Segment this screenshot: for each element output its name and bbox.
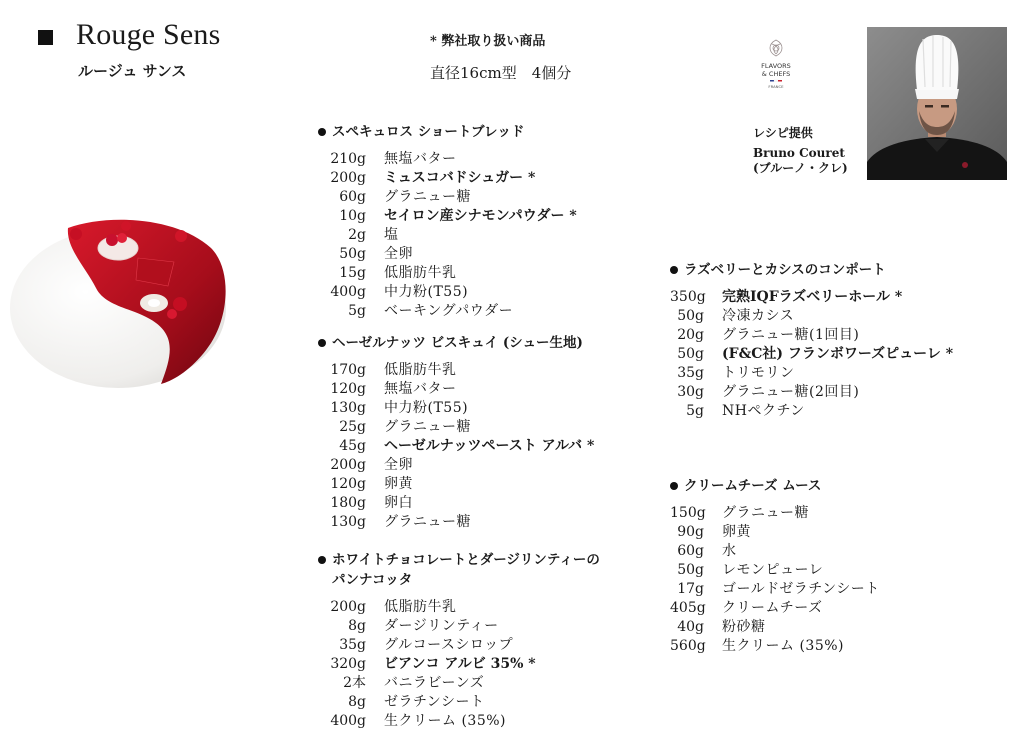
ingredient-qty: 35g: [677, 365, 704, 381]
credit-heading: レシピ提供: [753, 126, 813, 140]
ingredient-row: [318, 456, 594, 475]
ingredient-name: 中力粉(T55): [384, 284, 469, 300]
section-title: ヘーゼルナッツ ビスキュイ (シュー生地): [318, 333, 594, 353]
ingredient-name: 低脂肪牛乳: [384, 599, 457, 615]
ingredient-row: [318, 302, 577, 321]
ingredient-row: [318, 712, 600, 731]
ingredient-row: [670, 542, 880, 561]
ingredient-list: [318, 150, 577, 321]
ingredient-name: グラニュー糖: [384, 189, 471, 205]
ingredient-qty: 200g: [330, 457, 366, 473]
ingredient-row: [318, 494, 594, 513]
ingredient-row: [318, 226, 577, 245]
ingredient-name: クリームチーズ: [722, 600, 823, 616]
ingredient-qty: 2本: [343, 675, 366, 691]
ingredient-name: ダージリンティー: [384, 618, 499, 634]
ingredient-row: [318, 399, 594, 418]
bullet-icon: [318, 339, 326, 347]
ingredient-row: [670, 504, 880, 523]
ingredient-name: グラニュー糖: [384, 514, 471, 530]
ingredient-name: 完熟IQFラズベリーホール *: [722, 289, 903, 305]
ingredient-name: (F&C社) フランボワーズピューレ *: [722, 346, 954, 362]
svg-text:FRANCE: FRANCE: [768, 84, 784, 89]
ingredient-row: [318, 169, 577, 188]
ingredient-qty: 25g: [339, 419, 366, 435]
ingredient-qty: 20g: [677, 327, 704, 343]
ingredient-name: グラニュー糖(2回目): [722, 384, 860, 400]
section-title: ラズベリーとカシスのコンポート: [670, 260, 953, 280]
ingredient-qty: 120g: [330, 381, 366, 397]
ingredient-qty: 60g: [339, 189, 366, 205]
ingredient-name: 卵黄: [384, 476, 413, 492]
ingredient-row: [318, 245, 577, 264]
ingredient-name: 生クリーム (35%): [384, 713, 506, 729]
ingredient-qty: 120g: [330, 476, 366, 492]
ingredient-name: グラニュー糖(1回目): [722, 327, 860, 343]
ingredient-qty: 15g: [339, 265, 366, 281]
ingredient-qty: 405g: [670, 600, 706, 616]
ingredient-row: [318, 674, 600, 693]
ingredient-row: [670, 364, 953, 383]
svg-text:FLAVORS: FLAVORS: [761, 62, 791, 70]
bullet-icon: [670, 482, 678, 490]
ingredient-qty: 210g: [330, 151, 366, 167]
ingredient-row: [670, 307, 953, 326]
ingredient-row: [318, 475, 594, 494]
ingredient-qty: 30g: [677, 384, 704, 400]
ingredient-qty: 130g: [330, 514, 366, 530]
ingredient-qty: 60g: [677, 543, 704, 559]
ingredient-name: グルコースシロップ: [384, 637, 514, 653]
section-raspberry-cassis-compote: [670, 260, 953, 421]
ingredient-name: 無塩バター: [384, 151, 457, 167]
ingredient-qty: 10g: [339, 208, 366, 224]
bullet-icon: [318, 556, 326, 564]
ingredient-name: 全卵: [384, 246, 413, 262]
recipe-title: Rouge Sens: [76, 18, 221, 51]
ingredient-name: 塩: [384, 227, 399, 243]
chef-name: [753, 146, 848, 176]
ingredient-qty: 50g: [677, 562, 704, 578]
ingredient-qty: 170g: [330, 362, 366, 378]
chef-photo: [867, 27, 1007, 180]
ingredient-row: [670, 383, 953, 402]
ingredient-row: [318, 693, 600, 712]
ingredient-qty: 40g: [677, 619, 704, 635]
ingredient-row: [318, 636, 600, 655]
ingredient-qty: 50g: [677, 308, 704, 324]
ingredient-name: ベーキングパウダー: [384, 303, 514, 319]
ingredient-row: [670, 402, 953, 421]
ingredient-row: [318, 380, 594, 399]
ingredient-name: ミュスコバドシュガー *: [384, 170, 536, 186]
ingredient-row: [318, 418, 594, 437]
ingredient-qty: 2g: [348, 227, 366, 243]
ingredient-qty: 350g: [670, 289, 706, 305]
ingredient-qty: 45g: [339, 438, 366, 454]
section-speculoos-shortbread: [318, 122, 577, 321]
ingredient-name: ヘーゼルナッツペースト アルバ *: [384, 438, 595, 454]
ingredient-name: 卵白: [384, 495, 413, 511]
ingredient-name: 低脂肪牛乳: [384, 265, 457, 281]
ingredient-row: [318, 598, 600, 617]
yield-info: 直径16cm型 4個分: [430, 64, 572, 82]
ingredient-row: [318, 361, 594, 380]
ingredient-qty: 150g: [670, 505, 706, 521]
ingredient-name: 無塩バター: [384, 381, 457, 397]
ingredient-qty: 200g: [330, 599, 366, 615]
ingredient-name: グラニュー糖: [722, 505, 809, 521]
ingredient-name: ゼラチンシート: [384, 694, 485, 710]
ingredient-list: [670, 504, 880, 656]
ingredient-row: [670, 326, 953, 345]
ingredient-row: [670, 345, 953, 364]
ingredient-row: [670, 599, 880, 618]
ingredient-qty: 400g: [330, 284, 366, 300]
ingredient-row: [318, 283, 577, 302]
recipe-subtitle: ルージュ サンス: [78, 62, 187, 80]
ingredient-row: [670, 523, 880, 542]
ingredient-name: トリモリン: [722, 365, 795, 381]
ingredient-qty: 90g: [677, 524, 704, 540]
ingredient-name: 生クリーム (35%): [722, 638, 844, 654]
section-title: スペキュロス ショートブレッド: [318, 122, 577, 142]
ingredient-name: ビアンコ アルビ 35% *: [384, 656, 536, 672]
ingredient-row: [318, 188, 577, 207]
ingredient-name: セイロン産シナモンパウダー *: [384, 208, 577, 224]
chef-name-en: Bruno Couret: [753, 146, 845, 160]
ingredient-list: [318, 361, 594, 532]
ingredient-row: [318, 513, 594, 532]
ingredient-row: [318, 437, 594, 456]
ingredient-qty: 560g: [670, 638, 706, 654]
ingredient-row: [670, 580, 880, 599]
ingredient-list: [318, 598, 600, 731]
ingredient-qty: 50g: [677, 346, 704, 362]
svg-text:& CHEFS: & CHEFS: [761, 70, 791, 78]
ingredient-row: [318, 655, 600, 674]
section-cream-cheese-mousse: [670, 476, 880, 656]
chef-name-ja: (ブルーノ・クレ): [753, 161, 848, 175]
product-note: * 弊社取り扱い商品: [430, 34, 546, 49]
bullet-icon: [670, 266, 678, 274]
section-white-chocolate-panna-cotta: [318, 550, 600, 731]
ingredient-row: [318, 207, 577, 226]
ingredient-row: [318, 264, 577, 283]
flavors-and-chefs-logo: [748, 36, 804, 98]
ingredient-name: NHペクチン: [722, 403, 805, 419]
bullet-icon: [318, 128, 326, 136]
ingredient-name: 粉砂糖: [722, 619, 766, 635]
ingredient-qty: 400g: [330, 713, 366, 729]
ingredient-row: [670, 561, 880, 580]
ingredient-name: レモンピューレ: [722, 562, 824, 578]
ingredient-list: [670, 288, 953, 421]
ingredient-qty: 320g: [330, 656, 366, 672]
section-title: クリームチーズ ムース: [670, 476, 880, 496]
ingredient-qty: 180g: [330, 495, 366, 511]
ingredient-qty: 50g: [339, 246, 366, 262]
section-title: ホワイトチョコレートとダージリンティーの パンナコッタ: [318, 550, 600, 590]
ingredient-qty: 130g: [330, 400, 366, 416]
ingredient-qty: 5g: [348, 303, 366, 319]
ingredient-qty: 5g: [686, 403, 704, 419]
cake-photo: [6, 208, 236, 398]
ingredient-name: 卵黄: [722, 524, 751, 540]
ingredient-name: グラニュー糖: [384, 419, 471, 435]
ingredient-qty: 17g: [677, 581, 704, 597]
ingredient-qty: 35g: [339, 637, 366, 653]
ingredient-row: [318, 150, 577, 169]
ingredient-name: ゴールドゼラチンシート: [722, 581, 880, 597]
ingredient-name: バニラビーンズ: [384, 675, 485, 691]
ingredient-row: [670, 288, 953, 307]
ingredient-name: 全卵: [384, 457, 413, 473]
section-hazelnut-biscuit: [318, 333, 594, 532]
ingredient-row: [670, 618, 880, 637]
ingredient-qty: 8g: [348, 618, 366, 634]
ingredient-name: 低脂肪牛乳: [384, 362, 457, 378]
ingredient-row: [318, 617, 600, 636]
ingredient-qty: 8g: [348, 694, 366, 710]
title-bullet-square: [38, 30, 53, 45]
ingredient-row: [670, 637, 880, 656]
ingredient-qty: 200g: [330, 170, 366, 186]
ingredient-name: 冷凍カシス: [722, 308, 795, 324]
ingredient-name: 水: [722, 543, 737, 559]
ingredient-name: 中力粉(T55): [384, 400, 469, 416]
